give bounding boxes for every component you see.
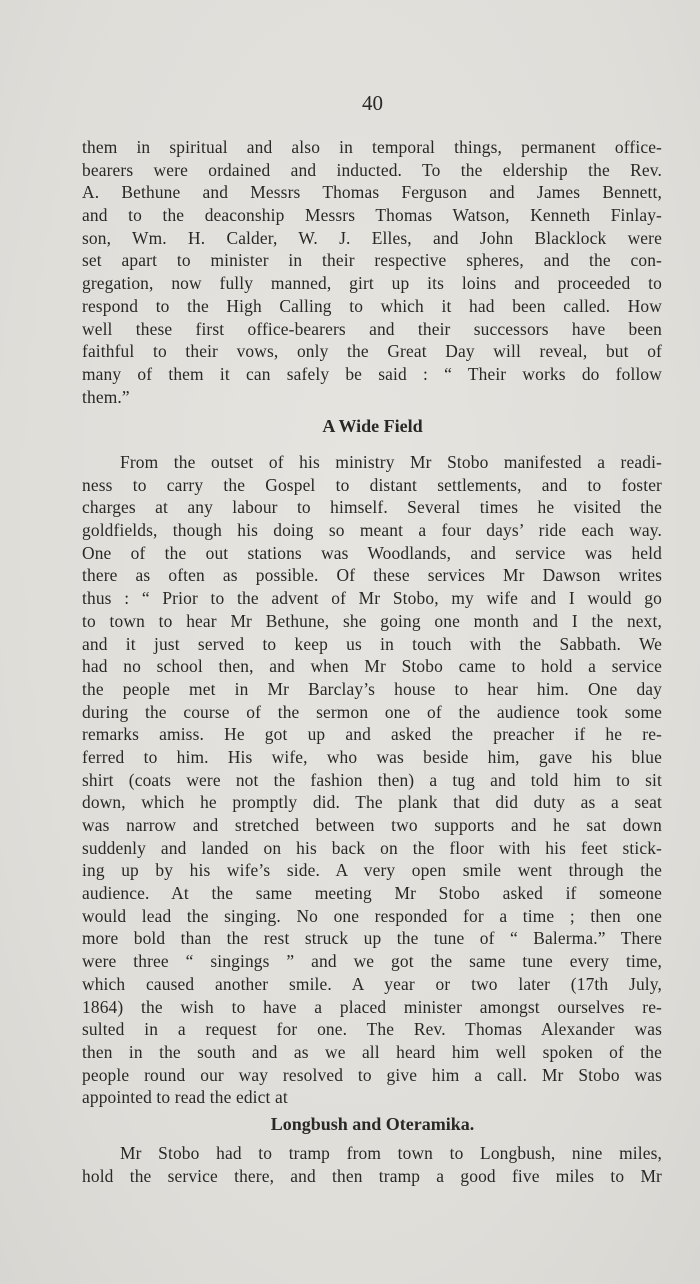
text-line: had no school then, and when Mr Stobo came to hold a service bbox=[82, 656, 662, 677]
text-line: the people met in Mr Barclay’s house to hear him. One day bbox=[82, 678, 662, 699]
text-line: appointed to read the edict at bbox=[82, 1087, 288, 1108]
text-line: people round our way resolved to give him a call. Mr Stobo was bbox=[82, 1064, 662, 1085]
page-number: 40 bbox=[362, 91, 383, 115]
text-line: sulted in a request for one. The Rev. Thomas Alexander was bbox=[82, 1019, 662, 1040]
text-line: From the outset of his ministry Mr Stobo manifested a readi- bbox=[120, 452, 662, 472]
text-line: thus : “ Prior to the advent of Mr Stobo, my wife and I would go bbox=[82, 588, 662, 609]
text-line: gregation, now fully manned, girt up its loins and proceeded to bbox=[82, 273, 662, 294]
text-line: them.” bbox=[82, 386, 130, 407]
text-line: bearers were ordained and inducted. To the eldership the Rev. bbox=[82, 159, 662, 180]
section-heading-longbush: Longbush and Oteramika. bbox=[270, 1114, 475, 1134]
paragraph-longbush bbox=[82, 1142, 662, 1187]
text-line: and it just served to keep us in touch with the Sabbath. We bbox=[82, 633, 662, 654]
text-line: son, Wm. H. Calder, W. J. Elles, and John Blacklock were bbox=[82, 227, 662, 248]
text-line: which caused another smile. A year or two later (17th July, bbox=[82, 973, 662, 994]
paragraph-wide-field bbox=[82, 451, 662, 1109]
text-line: well these first office-bearers and their successors have been bbox=[82, 318, 662, 339]
text-line: remarks amiss. He got up and asked the preacher if he re- bbox=[82, 724, 662, 745]
text-line: would lead the singing. No one responded for a time ; then one bbox=[82, 905, 662, 926]
text-line: were three “ singings ” and we got the same tune every time, bbox=[82, 951, 662, 972]
text-line: there as often as possible. Of these services Mr Dawson writes bbox=[82, 565, 662, 586]
text-line: charges at any labour to himself. Several times he visited the bbox=[82, 497, 662, 518]
text-line: faithful to their vows, only the Great Day will reveal, but of bbox=[82, 341, 662, 362]
text-line: 1864) the wish to have a placed minister amongst ourselves re- bbox=[82, 996, 662, 1017]
text-line: ing up by his wife’s side. A very open smile went through the bbox=[82, 860, 662, 881]
text-line: ness to carry the Gospel to distant settlements, and to foster bbox=[82, 474, 662, 495]
text-line: One of the out stations was Woodlands, and service was held bbox=[82, 542, 662, 563]
text-line: them in spiritual and also in temporal things, permanent office- bbox=[82, 137, 662, 157]
text-line: suddenly and landed on his back on the floor with his feet stick- bbox=[82, 837, 662, 858]
text-line: respond to the High Calling to which it had been called. How bbox=[82, 295, 662, 316]
text-line: down, which he promptly did. The plank that did duty as a seat bbox=[82, 792, 662, 813]
text-line: then in the south and as we all heard him well spoken of the bbox=[82, 1041, 662, 1062]
text-line: was narrow and stretched between two supports and he sat down bbox=[82, 815, 662, 835]
text-line: goldfields, though his doing so meant a four days’ ride each way. bbox=[82, 520, 662, 541]
text-line: and to the deaconship Messrs Thomas Watson, Kenneth Finlay- bbox=[82, 205, 662, 226]
paragraph-office-bearers bbox=[82, 136, 662, 408]
text-line: hold the service there, and then tramp a good five miles to Mr bbox=[82, 1165, 662, 1186]
text-line: audience. At the same meeting Mr Stobo asked if someone bbox=[82, 883, 662, 904]
text-line: many of them it can safely be said : “ Their works do follow bbox=[82, 363, 662, 384]
text-line: to town to hear Mr Bethune, she going one month and I the next, bbox=[82, 610, 662, 631]
text-line: more bold than the rest struck up the tune of “ Balerma.” There bbox=[82, 928, 662, 949]
section-heading-wide-field: A Wide Field bbox=[322, 416, 423, 436]
text-line: set apart to minister in their respective spheres, and the con- bbox=[82, 250, 662, 271]
text-line: ferred to him. His wife, who was beside him, gave his blue bbox=[82, 746, 662, 767]
text-line: shirt (coats were not the fashion then) a tug and told him to sit bbox=[82, 769, 662, 790]
text-line: during the course of the sermon one of the audience took some bbox=[82, 701, 662, 722]
text-line: A. Bethune and Messrs Thomas Ferguson and James Bennett, bbox=[82, 182, 662, 203]
text-line: Mr Stobo had to tramp from town to Longbush, nine miles, bbox=[120, 1143, 662, 1163]
